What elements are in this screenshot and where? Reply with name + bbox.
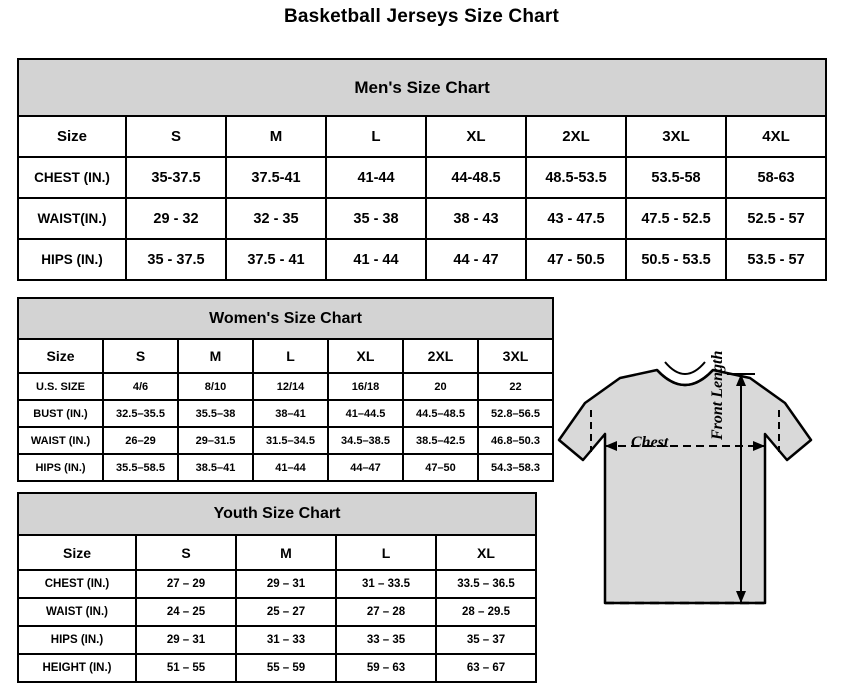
womens-header-cell: XL xyxy=(328,339,403,373)
mens-header-cell: 2XL xyxy=(526,116,626,157)
womens-cell: 38.5–42.5 xyxy=(403,427,478,454)
youth-cell: 33.5 – 36.5 xyxy=(436,570,536,598)
youth-size-chart-table xyxy=(17,492,537,683)
mens-cell: 32 - 35 xyxy=(226,198,326,239)
womens-cell: 46.8–50.3 xyxy=(478,427,553,454)
womens-cell: 41–44 xyxy=(253,454,328,481)
womens-cell: 20 xyxy=(403,373,478,400)
table-row xyxy=(18,198,826,239)
womens-cell: 4/6 xyxy=(103,373,178,400)
jersey-body-shape xyxy=(559,370,811,603)
youth-cell: 24 – 25 xyxy=(136,598,236,626)
table-row xyxy=(18,427,553,454)
womens-header-cell: Size xyxy=(18,339,103,373)
youth-header-cell: Size xyxy=(18,535,136,570)
mens-cell: 38 - 43 xyxy=(426,198,526,239)
table-row xyxy=(18,570,536,598)
mens-row-label: HIPS (IN.) xyxy=(18,239,126,280)
youth-cell: 63 – 67 xyxy=(436,654,536,682)
womens-cell: 26–29 xyxy=(103,427,178,454)
jersey-outline-svg xyxy=(545,348,835,668)
womens-chart-caption: Women's Size Chart xyxy=(18,298,553,339)
womens-header-cell: L xyxy=(253,339,328,373)
youth-row-label: HEIGHT (IN.) xyxy=(18,654,136,682)
youth-row-label: CHEST (IN.) xyxy=(18,570,136,598)
mens-cell: 47 - 50.5 xyxy=(526,239,626,280)
womens-row-label: BUST (IN.) xyxy=(18,400,103,427)
mens-header-cell: 3XL xyxy=(626,116,726,157)
womens-cell: 29–31.5 xyxy=(178,427,253,454)
youth-cell: 28 – 29.5 xyxy=(436,598,536,626)
womens-row-label: WAIST (IN.) xyxy=(18,427,103,454)
womens-cell: 38–41 xyxy=(253,400,328,427)
womens-size-chart-table xyxy=(17,297,554,482)
youth-cell: 29 – 31 xyxy=(136,626,236,654)
mens-header-cell: S xyxy=(126,116,226,157)
womens-cell: 16/18 xyxy=(328,373,403,400)
womens-cell: 41–44.5 xyxy=(328,400,403,427)
womens-cell: 12/14 xyxy=(253,373,328,400)
table-row xyxy=(18,373,553,400)
mens-header-cell: XL xyxy=(426,116,526,157)
womens-header-cell: 3XL xyxy=(478,339,553,373)
mens-cell: 37.5 - 41 xyxy=(226,239,326,280)
youth-cell: 29 – 31 xyxy=(236,570,336,598)
womens-chart-caption-row xyxy=(18,298,553,339)
womens-cell: 44.5–48.5 xyxy=(403,400,478,427)
mens-cell: 53.5 - 57 xyxy=(726,239,826,280)
mens-row-label: WAIST(IN.) xyxy=(18,198,126,239)
mens-cell: 29 - 32 xyxy=(126,198,226,239)
youth-cell: 55 – 59 xyxy=(236,654,336,682)
youth-row-label: HIPS (IN.) xyxy=(18,626,136,654)
womens-header-row xyxy=(18,339,553,373)
womens-cell: 44–47 xyxy=(328,454,403,481)
womens-cell: 38.5–41 xyxy=(178,454,253,481)
page-title: Basketball Jerseys Size Chart xyxy=(283,6,560,27)
table-row xyxy=(18,654,536,682)
table-row xyxy=(18,157,826,198)
mens-chart-caption-row xyxy=(18,59,826,116)
mens-cell: 44 - 47 xyxy=(426,239,526,280)
womens-cell: 32.5–35.5 xyxy=(103,400,178,427)
mens-row-label: CHEST (IN.) xyxy=(18,157,126,198)
youth-cell: 25 – 27 xyxy=(236,598,336,626)
womens-cell: 31.5–34.5 xyxy=(253,427,328,454)
youth-cell: 33 – 35 xyxy=(336,626,436,654)
mens-header-row xyxy=(18,116,826,157)
womens-cell: 47–50 xyxy=(403,454,478,481)
chest-measure-label: Chest xyxy=(631,434,669,451)
youth-chart-caption-row xyxy=(18,493,536,535)
youth-cell: 59 – 63 xyxy=(336,654,436,682)
youth-header-cell: S xyxy=(136,535,236,570)
jersey-measurement-diagram xyxy=(545,348,835,668)
youth-chart-caption: Youth Size Chart xyxy=(18,493,536,535)
womens-cell: 22 xyxy=(478,373,553,400)
youth-cell: 51 – 55 xyxy=(136,654,236,682)
womens-cell: 8/10 xyxy=(178,373,253,400)
mens-cell: 37.5-41 xyxy=(226,157,326,198)
womens-row-label: HIPS (IN.) xyxy=(18,454,103,481)
mens-cell: 52.5 - 57 xyxy=(726,198,826,239)
womens-cell: 34.5–38.5 xyxy=(328,427,403,454)
mens-cell: 58-63 xyxy=(726,157,826,198)
youth-cell: 27 – 28 xyxy=(336,598,436,626)
womens-cell: 35.5–58.5 xyxy=(103,454,178,481)
womens-header-cell: 2XL xyxy=(403,339,478,373)
table-row xyxy=(18,626,536,654)
womens-cell: 52.8–56.5 xyxy=(478,400,553,427)
front-length-measure-label: Front Length xyxy=(709,350,726,440)
youth-row-label: WAIST (IN.) xyxy=(18,598,136,626)
mens-cell: 44-48.5 xyxy=(426,157,526,198)
womens-cell: 54.3–58.3 xyxy=(478,454,553,481)
jersey-neck-line xyxy=(665,362,705,374)
womens-row-label: U.S. SIZE xyxy=(18,373,103,400)
mens-header-cell: 4XL xyxy=(726,116,826,157)
mens-size-chart-table xyxy=(17,58,827,281)
youth-header-cell: L xyxy=(336,535,436,570)
youth-cell: 35 – 37 xyxy=(436,626,536,654)
table-row xyxy=(18,598,536,626)
table-row xyxy=(18,400,553,427)
mens-cell: 50.5 - 53.5 xyxy=(626,239,726,280)
mens-cell: 43 - 47.5 xyxy=(526,198,626,239)
youth-header-row xyxy=(18,535,536,570)
table-row xyxy=(18,239,826,280)
mens-cell: 48.5-53.5 xyxy=(526,157,626,198)
mens-cell: 47.5 - 52.5 xyxy=(626,198,726,239)
youth-header-cell: XL xyxy=(436,535,536,570)
youth-cell: 31 – 33.5 xyxy=(336,570,436,598)
mens-cell: 35 - 37.5 xyxy=(126,239,226,280)
mens-header-cell: M xyxy=(226,116,326,157)
mens-cell: 41 - 44 xyxy=(326,239,426,280)
mens-chart-caption: Men's Size Chart xyxy=(18,59,826,116)
mens-cell: 35 - 38 xyxy=(326,198,426,239)
mens-cell: 53.5-58 xyxy=(626,157,726,198)
table-row xyxy=(18,454,553,481)
womens-header-cell: S xyxy=(103,339,178,373)
womens-header-cell: M xyxy=(178,339,253,373)
mens-header-cell: L xyxy=(326,116,426,157)
mens-cell: 35-37.5 xyxy=(126,157,226,198)
womens-cell: 35.5–38 xyxy=(178,400,253,427)
youth-cell: 31 – 33 xyxy=(236,626,336,654)
youth-header-cell: M xyxy=(236,535,336,570)
mens-header-cell: Size xyxy=(18,116,126,157)
mens-cell: 41-44 xyxy=(326,157,426,198)
youth-cell: 27 – 29 xyxy=(136,570,236,598)
